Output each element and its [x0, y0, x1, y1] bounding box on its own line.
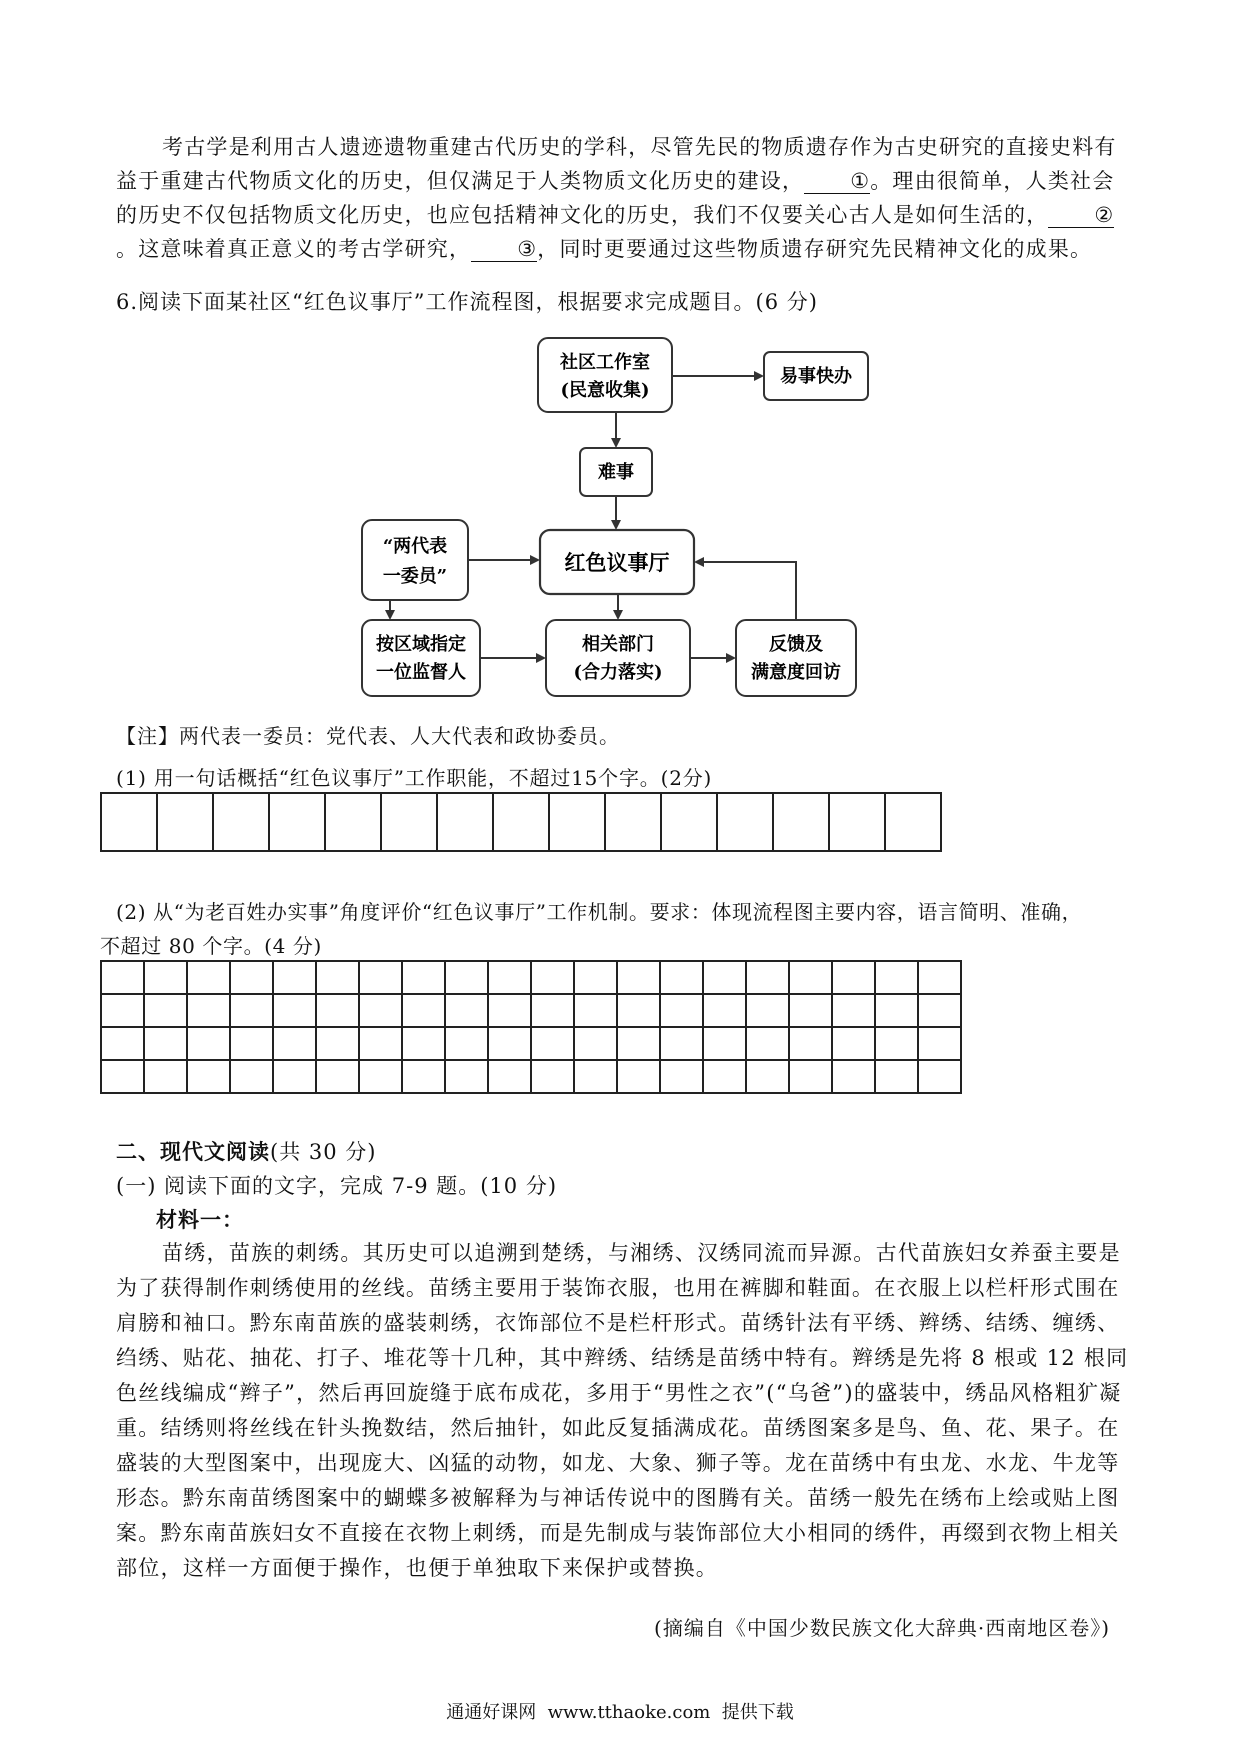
grid-cell[interactable] [549, 793, 605, 851]
grid-cell[interactable] [316, 1060, 359, 1093]
grid-cell[interactable] [488, 1060, 531, 1093]
grid-cell[interactable] [144, 1027, 187, 1060]
box-community-office-line2: (民意收集) [560, 380, 650, 401]
box-feedback-line2: 满意度回访 [751, 662, 841, 683]
section-2-heading-bold: 二、现代文阅读 [116, 1139, 270, 1164]
passage-paragraph [116, 130, 1136, 266]
box-supervisor-line1: 按区域指定 [376, 634, 466, 655]
grid-cell[interactable] [574, 1027, 617, 1060]
note-text: 【注】两代表一委员：党代表、人大代表和政协委员。 [116, 724, 620, 748]
passage-line-3a: 史不仅包括物质文化历史，也应包括精神文化的历史，我们不仅要关心古人是如何生活的， [160, 203, 1049, 227]
grid-cell[interactable] [531, 994, 574, 1027]
grid-cell[interactable] [325, 793, 381, 851]
grid-cell[interactable] [574, 1060, 617, 1093]
grid-cell[interactable] [144, 994, 187, 1027]
grid-cell[interactable] [832, 994, 875, 1027]
grid-cell[interactable] [660, 961, 703, 994]
box-departments [546, 620, 690, 696]
grid-cell[interactable] [316, 961, 359, 994]
box-feedback-line1: 反馈及 [769, 634, 823, 655]
grid-cell[interactable] [617, 994, 660, 1027]
page-footer: 通通好课网 www.tthaoke.com 提供下载 [446, 1702, 794, 1723]
grid-cell[interactable] [875, 1027, 918, 1060]
grid-cell[interactable] [617, 961, 660, 994]
grid-cell[interactable] [187, 1060, 230, 1093]
grid-cell[interactable] [832, 1027, 875, 1060]
grid-cell[interactable] [746, 994, 789, 1027]
grid-cell[interactable] [230, 994, 273, 1027]
grid-cell[interactable] [437, 793, 493, 851]
grid-cell[interactable] [269, 793, 325, 851]
passage-line-3b: 。这意 [116, 237, 183, 261]
grid-cell[interactable] [875, 1060, 918, 1093]
grid-cell[interactable] [316, 994, 359, 1027]
grid-cell[interactable] [273, 961, 316, 994]
passage-line-1: 考古学是利用古人遗迹遗物重建古代历史的学科，尽管先民的物质遗存作为古史研究的直接史料有益 [116, 135, 1117, 193]
grid-cell[interactable] [531, 961, 574, 994]
grid-cell[interactable] [273, 1027, 316, 1060]
grid-cell[interactable] [488, 1027, 531, 1060]
grid-cell[interactable] [402, 1060, 445, 1093]
answer-grid-2-row-3 [101, 1027, 961, 1060]
box-feedback [736, 620, 856, 696]
arrow-feedback-to-hall [696, 562, 796, 620]
grid-cell[interactable] [531, 1060, 574, 1093]
material-1-source: (摘编自《中国少数民族文化大辞典·西南地区卷》) [654, 1616, 1110, 1640]
grid-cell[interactable] [660, 1060, 703, 1093]
grid-cell[interactable] [101, 1027, 144, 1060]
grid-cell[interactable] [746, 1060, 789, 1093]
grid-cell[interactable] [918, 1060, 961, 1093]
box-supervisor-line2: 一位监督人 [376, 662, 466, 683]
grid-cell[interactable] [918, 994, 961, 1027]
box-departments-line2: (合力落实) [573, 662, 663, 683]
material-1-text: 苗绣，苗族的刺绣。其历史可以追溯到楚绣，与湘绣、汉绣同流而异源。古代苗族妇女养蚕主要是为了获得制作刺绣使用的丝线。苗绣主要用于装饰衣服，也用在裤脚和鞋面。在衣服上以栏杆形式围在肩膀和袖口。黔东南苗族的盛装刺绣，衣饰部位不是栏杆形式。苗绣针法有平绣、辫绣、结绣、缠绣、绉绣、贴花、抽花、打子、堆花等十几种，其中辫绣、结绣是苗绣中特有。辫绣是先将 8 根或 12 根同色丝线编成“辫子”，然后再回旋缝于底布成花，多用于“男性之衣”(“乌爸”)的盛装中，绣品风格粗犷凝重。结绣则将丝线在针头挽数结，然后抽针，如此反复插满成花。苗绣图案多是鸟、鱼、花、果子。在盛装的大型图案中，出现庞大、凶猛的动物，如龙、大象、狮子等。龙在苗绣中有虫龙、水龙、牛龙等形态。黔东南苗绣图案中的蝴蝶多被解释为与神话传说中的图腾有关。苗绣一般先在绣布上绘或贴上图案。黔东南苗族妇女不直接在衣物上刺绣，而是先制成与装饰部位大小相同的绣件，再缀到衣物上相关部位，这样一方面便于操作，也便于单独取下来保护或替换。 [116, 1241, 1129, 1580]
grid-cell[interactable] [875, 994, 918, 1027]
box-supervisor [362, 620, 480, 696]
passage-line-4a: 味着真正意义的考古学研究， [182, 237, 472, 261]
question-6-1: (1) 用一句话概括“红色议事厅”工作职能，不超过15个字。(2分) [116, 766, 713, 790]
grid-cell[interactable] [273, 994, 316, 1027]
grid-cell[interactable] [157, 793, 213, 851]
answer-grid-2-row-1 [101, 961, 961, 994]
grid-cell[interactable] [101, 793, 157, 851]
grid-cell[interactable] [316, 1027, 359, 1060]
grid-cell[interactable] [574, 994, 617, 1027]
grid-cell[interactable] [230, 961, 273, 994]
blank-3: ③ [471, 237, 537, 262]
box-community-office-line1: 社区工作室 [560, 352, 650, 373]
grid-cell[interactable] [187, 994, 230, 1027]
box-departments-line1: 相关部门 [582, 634, 654, 655]
grid-cell[interactable] [661, 793, 717, 851]
grid-cell[interactable] [359, 961, 402, 994]
question-6-2-line2: 不超过 80 个字。(4 分) [100, 934, 322, 958]
flowchart [350, 330, 890, 700]
grid-cell[interactable] [703, 994, 746, 1027]
question-6-2-line1: (2) 从“为老百姓办实事”角度评价“红色议事厅”工作机制。要求：体现流程图主要内容，语言简明、准确， [116, 900, 1083, 924]
grid-cell[interactable] [273, 1060, 316, 1093]
grid-cell[interactable] [789, 1060, 832, 1093]
grid-cell[interactable] [445, 961, 488, 994]
grid-cell[interactable] [660, 1027, 703, 1060]
grid-cell[interactable] [230, 1027, 273, 1060]
passage-line-4b: ，同时更要通过这些物质遗存研究先民精神文化的成果。 [537, 237, 1093, 261]
grid-cell[interactable] [402, 1027, 445, 1060]
box-hard-matters-label: 难事 [598, 462, 634, 483]
answer-grid-2-row-4 [101, 1060, 961, 1093]
box-easy-matters-label: 易事快办 [780, 366, 852, 387]
grid-cell[interactable] [359, 994, 402, 1027]
grid-cell[interactable] [717, 793, 773, 851]
answer-grid-1-row [101, 793, 941, 851]
grid-cell[interactable] [832, 1060, 875, 1093]
section-2-heading [116, 1136, 376, 1166]
grid-cell[interactable] [789, 961, 832, 994]
blank-1: ① [804, 169, 870, 194]
grid-cell[interactable] [187, 1027, 230, 1060]
answer-grid-2[interactable] [100, 960, 962, 1094]
grid-cell[interactable] [213, 793, 269, 851]
grid-cell[interactable] [445, 1060, 488, 1093]
grid-cell[interactable] [875, 961, 918, 994]
grid-cell[interactable] [230, 1060, 273, 1093]
grid-cell[interactable] [746, 961, 789, 994]
answer-grid-1[interactable] [100, 792, 942, 852]
grid-cell[interactable] [101, 994, 144, 1027]
grid-cell[interactable] [605, 793, 661, 851]
passage-line-2a: 于重建古代物质文化的历史，但仅满足于人类物质文化历史的建设， [138, 169, 805, 193]
grid-cell[interactable] [832, 961, 875, 994]
grid-cell[interactable] [617, 1060, 660, 1093]
grid-cell[interactable] [488, 994, 531, 1027]
grid-cell[interactable] [829, 793, 885, 851]
grid-cell[interactable] [773, 793, 829, 851]
grid-cell[interactable] [789, 994, 832, 1027]
grid-cell[interactable] [918, 1027, 961, 1060]
grid-cell[interactable] [918, 961, 961, 994]
grid-cell[interactable] [381, 793, 437, 851]
grid-cell[interactable] [703, 1060, 746, 1093]
grid-cell[interactable] [703, 1027, 746, 1060]
grid-cell[interactable] [574, 961, 617, 994]
grid-cell[interactable] [493, 793, 549, 851]
grid-cell[interactable] [144, 1060, 187, 1093]
grid-cell[interactable] [531, 1027, 574, 1060]
box-representatives-line1: “两代表 [382, 536, 448, 557]
grid-cell[interactable] [445, 994, 488, 1027]
grid-cell[interactable] [402, 994, 445, 1027]
grid-cell[interactable] [101, 961, 144, 994]
grid-cell[interactable] [187, 961, 230, 994]
material-1-label: 材料一： [156, 1207, 244, 1232]
box-representatives [362, 520, 468, 600]
grid-cell[interactable] [101, 1060, 144, 1093]
answer-grid-2-row-2 [101, 994, 961, 1027]
box-red-hall-label: 红色议事厅 [564, 550, 670, 575]
box-representatives-line2: 一委员” [382, 566, 448, 587]
passage-line-2b: 。理由很简单，人类社会的历 [116, 169, 1115, 227]
grid-cell[interactable] [445, 1027, 488, 1060]
grid-cell[interactable] [359, 1060, 402, 1093]
grid-cell[interactable] [703, 961, 746, 994]
grid-cell[interactable] [617, 1027, 660, 1060]
grid-cell[interactable] [359, 1027, 402, 1060]
grid-cell[interactable] [885, 793, 941, 851]
blank-2: ② [1048, 203, 1114, 228]
section-2-sub: (一) 阅读下面的文字，完成 7-9 题。(10 分) [116, 1174, 558, 1198]
grid-cell[interactable] [746, 1027, 789, 1060]
grid-cell[interactable] [789, 1027, 832, 1060]
grid-cell[interactable] [144, 961, 187, 994]
grid-cell[interactable] [402, 961, 445, 994]
grid-cell[interactable] [488, 961, 531, 994]
question-6-title: 6.阅读下面某社区“红色议事厅”工作流程图，根据要求完成题目。(6 分) [116, 290, 818, 314]
grid-cell[interactable] [660, 994, 703, 1027]
section-2-heading-rest: (共 30 分) [270, 1140, 377, 1164]
